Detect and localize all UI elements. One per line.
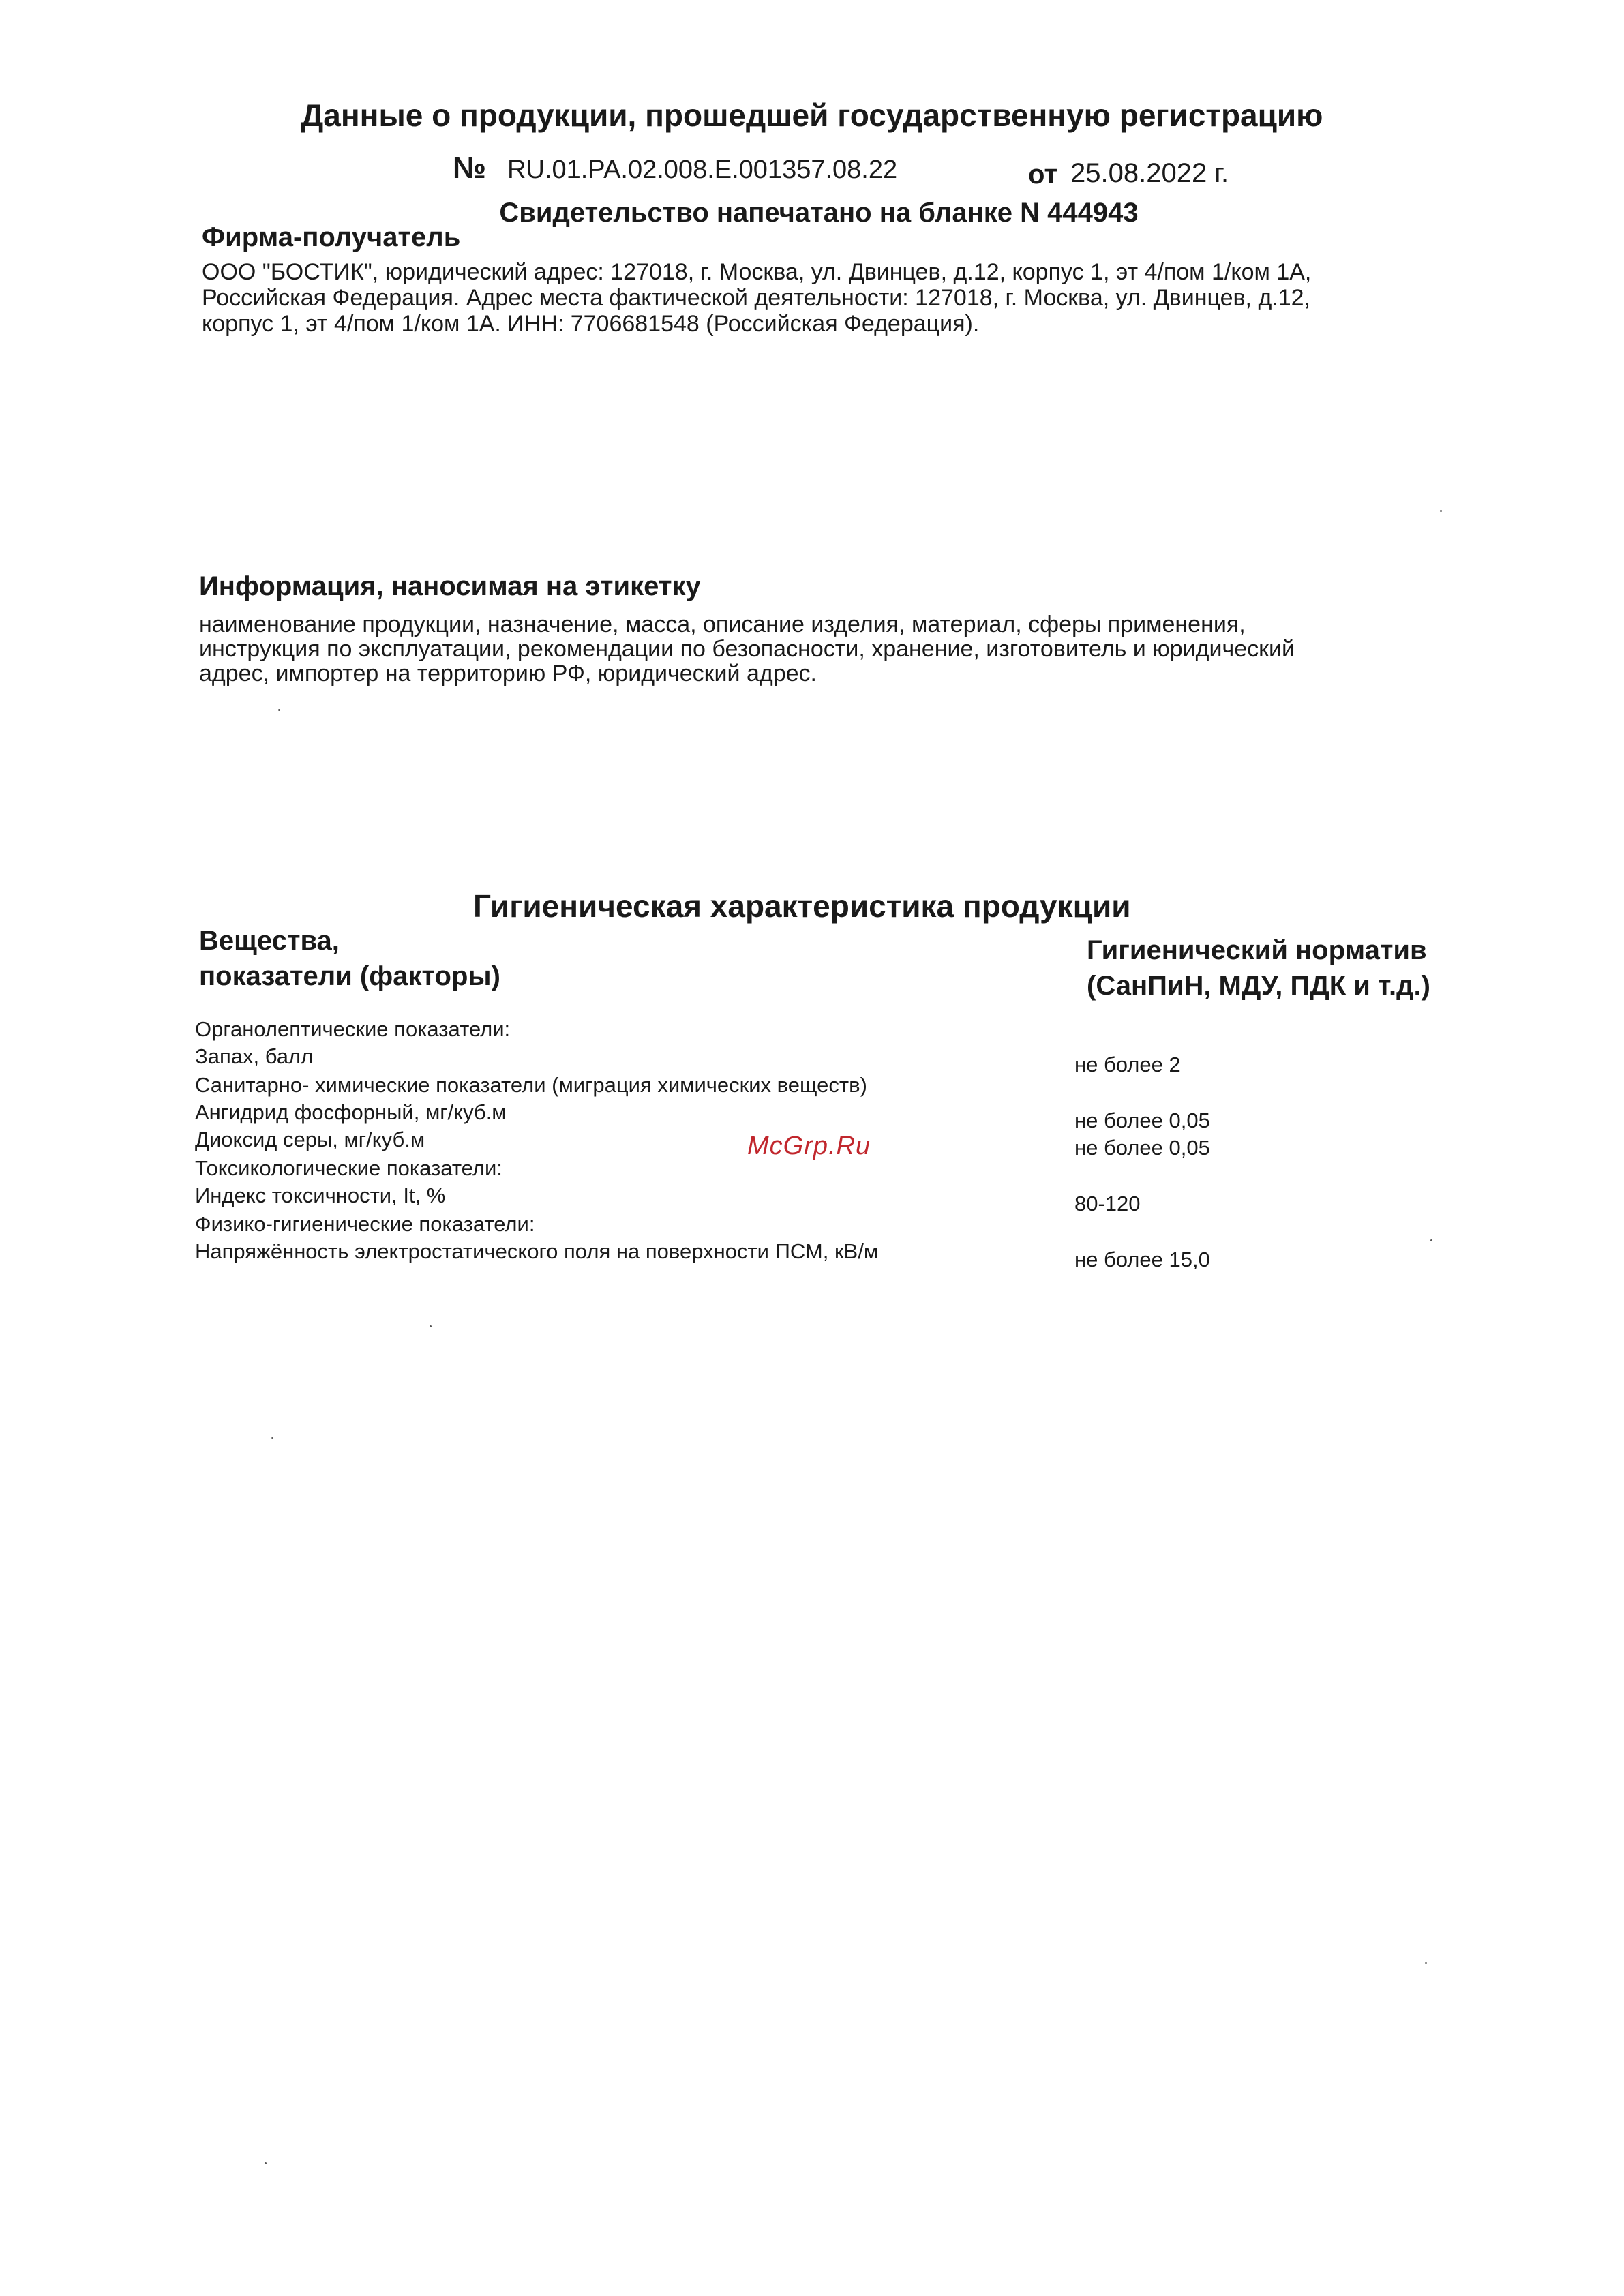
- firm-line: Российская Федерация. Адрес места фактической деятельности: 127018, г. Москва, ул. Двинцев, д.12,: [202, 285, 1310, 311]
- column-header-line: Вещества,: [199, 926, 340, 956]
- table-row-value: не более 2: [1074, 1053, 1181, 1076]
- column-header-line: Гигиенический норматив: [1087, 935, 1427, 965]
- table-row-name: Индекс токсичности, It, %: [195, 1183, 446, 1207]
- watermark-logo: McGrp.Ru: [747, 1132, 871, 1160]
- table-row-name: Санитарно- химические показатели (миграция химических веществ): [195, 1073, 867, 1097]
- label-info-text: [199, 612, 1295, 686]
- registration-number: RU.01.РА.02.008.Е.001357.08.22: [507, 155, 898, 184]
- table-row-name: Физико-гигиенические показатели:: [195, 1212, 535, 1236]
- scan-speck: [278, 709, 280, 711]
- table-row-name: Запах, балл: [195, 1044, 314, 1068]
- table-row-name: Ангидрид фосфорный, мг/куб.м: [195, 1100, 507, 1124]
- firm-heading: Фирма-получатель: [202, 222, 461, 252]
- table-row-name: Токсикологические показатели:: [195, 1156, 502, 1180]
- blank-number-line: Свидетельство напечатано на бланке N 444943: [499, 198, 1139, 228]
- document-title: Данные о продукции, прошедшей государственную регистрацию: [301, 97, 1323, 133]
- column-header-norm: [1087, 933, 1430, 1003]
- scan-speck: [1440, 510, 1442, 512]
- table-row-name: Органолептические показатели:: [195, 1017, 511, 1041]
- label-info-line: адрес, импортер на территорию РФ, юридический адрес.: [199, 661, 817, 686]
- label-info-heading: Информация, наносимая на этикетку: [199, 571, 701, 601]
- scan-speck: [271, 1437, 273, 1439]
- scan-speck: [265, 2162, 267, 2164]
- table-row-value: не более 0,05: [1074, 1108, 1210, 1132]
- scan-speck: [1430, 1239, 1432, 1241]
- date-label: от: [1028, 160, 1058, 190]
- scan-speck: [1425, 1962, 1427, 1964]
- table-row-value: не более 15,0: [1074, 1248, 1210, 1271]
- scan-speck: [430, 1325, 432, 1327]
- firm-text: [202, 259, 1409, 337]
- table-row-value: не более 0,05: [1074, 1136, 1210, 1160]
- column-header-line: (СанПиН, МДУ, ПДК и т.д.): [1087, 971, 1430, 1001]
- table-row-name: Диоксид серы, мг/куб.м: [195, 1128, 425, 1151]
- column-header-substances: [199, 923, 500, 994]
- table-row-value: 80-120: [1074, 1192, 1141, 1215]
- registration-date: 25.08.2022 г.: [1070, 158, 1229, 188]
- table-row-name: Напряжённость электростатического поля на поверхности ПСМ, кВ/м: [195, 1239, 879, 1263]
- number-sign: №: [453, 151, 487, 185]
- column-header-line: показатели (факторы): [199, 961, 500, 991]
- label-info-line: наименование продукции, назначение, масса, описание изделия, материал, сферы применения,: [199, 611, 1246, 637]
- firm-line: корпус 1, эт 4/пом 1/ком 1А. ИНН: 7706681548 (Российская Федерация).: [202, 311, 980, 337]
- firm-line: ООО "БОСТИК", юридический адрес: 127018, г. Москва, ул. Двинцев, д.12, корпус 1, эт 4/пом 1/ком 1А,: [202, 259, 1312, 285]
- label-info-line: инструкция по эксплуатации, рекомендации по безопасности, хранение, изготовитель и юридический: [199, 636, 1295, 662]
- hygiene-title: Гигиеническая характеристика продукции: [473, 888, 1131, 924]
